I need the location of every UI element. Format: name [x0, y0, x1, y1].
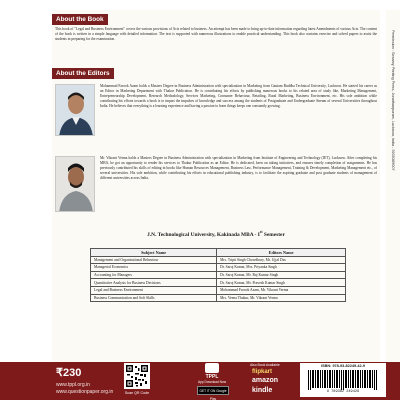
available-on-label: Also Book Available — [250, 363, 280, 367]
google-play-button[interactable]: GET IT ON Google Play — [197, 386, 229, 395]
subject-cell: Quantitative Analysis for Business Decisions — [91, 279, 217, 287]
website-link-1[interactable]: www.tppl.org.in — [56, 382, 90, 388]
table-row — [91, 271, 346, 279]
editor1-bio: Mohammad Farook Azam holds a Masters Degree in Business Administration with specialization in Marketing from Gautam Buddha Technical University, Lucknow. He started his career as an Editor in Marketing Department with Thakur Publication. He is contributing his efforts by publishing numerous books to his related area of study like, Marketing Management, Entrepreneurship Development, Research Methodology, Services Marketing, Consumer Behaviour, Retailing, Rural Marketing, Business Environment, etc. His sole ambition while contributing his efforts towards a book is to impart the impulses of knowledge and success among the students of Postgraduate and Undergraduate Stream of several Universities throughout India. He believes that everything is a learning experience and having a passion to learn things keeps one constantly growing. — [100, 84, 377, 109]
qr-code-icon[interactable] — [124, 363, 150, 389]
editor2-portrait — [56, 157, 95, 212]
subject-cell: Management and Organisational Behaviour — [91, 256, 217, 264]
about-editors-heading: About the Editors — [52, 68, 114, 79]
table-row — [91, 286, 346, 294]
spine-text: Permission : Sesamy Printing Press, Jonathanpuram, Lucknow, India - 9205389007 — [391, 30, 395, 171]
about-book-text: This book of "Legal and Business Environment" covers the various provisions of Acts related to business. An attempt has been made to bring up-to-date information regarding latest Amendments of various Acts. The content of the book is written in a simple language with detailed information. The text is supported with numerous illustrations to enable practical understanding. This book also contains exercise and solved papers to assist the students in preparing for the examination. — [55, 27, 377, 42]
flipkart-logo[interactable]: flipkart — [252, 369, 273, 375]
isbn-label: ISBN: 978-93-82249-42-9 — [321, 364, 365, 368]
scan-qr-label: Scan QR Code — [124, 391, 150, 395]
editor2-photo — [55, 156, 95, 212]
editor1-photo — [55, 84, 95, 136]
subject-cell: Managerial Economics — [91, 264, 217, 272]
tppl-download-label: App Download Now — [198, 380, 226, 384]
subject-cell: Accounting for Managers — [91, 271, 217, 279]
subjects-table — [90, 248, 346, 302]
qr-pattern — [126, 365, 148, 387]
editors-cell: Dr. Saroj Kumar, Mrs. Priyanka Singh — [217, 264, 346, 272]
editor1-portrait — [56, 85, 95, 136]
website-link-2[interactable]: www.questionpaper.org.in — [56, 389, 114, 395]
barcode-digits: 9 789382 249429 — [326, 390, 360, 394]
editors-cell: Mrs. Tripti Singh Chowdhury, Mr. Ujjal Das — [217, 256, 346, 264]
kindle-logo[interactable]: kindle — [252, 387, 273, 394]
subject-cell: Legal and Business Environment — [91, 286, 217, 294]
footer-bar — [0, 362, 400, 400]
table-row — [91, 264, 346, 272]
tppl-app-badge[interactable] — [195, 363, 229, 384]
university-title: J.N. Technological University, Kakinada MBA - Ist Semester — [147, 230, 285, 238]
editors-cell: Dr. Saroj Kumar, Mr. Raj Kumar Singh — [217, 271, 346, 279]
editors-cell: Mohammad Farook Azam, Mr. Vikrant Verma — [217, 286, 346, 294]
tppl-app-icon — [205, 363, 219, 373]
editor2-bio: Mr. Vikrant Verma holds a Masters Degree in Business Administration with specialization in Marketing from Institute of Engineering and Technology (IET), Lucknow. After completing his MBA, he got an opportunity to render his services to Thakur Publication as an Editor. He is dedicated, keen on taking initiatives, and ensures timely completion of assignments. He has previously contributed his skills of editing in books like Human Resources Management, Business Law, Performance Management, Training & Development, Marketing Management etc., of several universities. His sole ambition, while contributing his efforts in educational publishing industry, is to facilitate the aspiring graduate and post graduate students of management of different universities across India. — [100, 156, 377, 181]
column-header: Editors Name — [217, 249, 346, 257]
tppl-label: TPPL — [205, 374, 219, 380]
table-row — [91, 279, 346, 287]
amazon-logo[interactable]: amazon — [252, 377, 279, 384]
column-header: Subject Name — [91, 249, 217, 257]
table-row — [91, 256, 346, 264]
content-panel — [52, 10, 380, 362]
about-book-heading: About the Book — [52, 14, 108, 25]
table-header-row — [91, 249, 346, 257]
subject-cell: Business Communication and Soft Skills — [91, 294, 217, 302]
table-row — [91, 294, 346, 302]
editors-cell: Mrs. Veena Thakur, Mr. Vikrant Verma — [217, 294, 346, 302]
price-label: ₹230 — [56, 367, 82, 379]
editors-cell: Dr. Saroj Kumar, Mr. Pravesh Kumar Singh — [217, 279, 346, 287]
isbn-barcode — [300, 363, 386, 397]
